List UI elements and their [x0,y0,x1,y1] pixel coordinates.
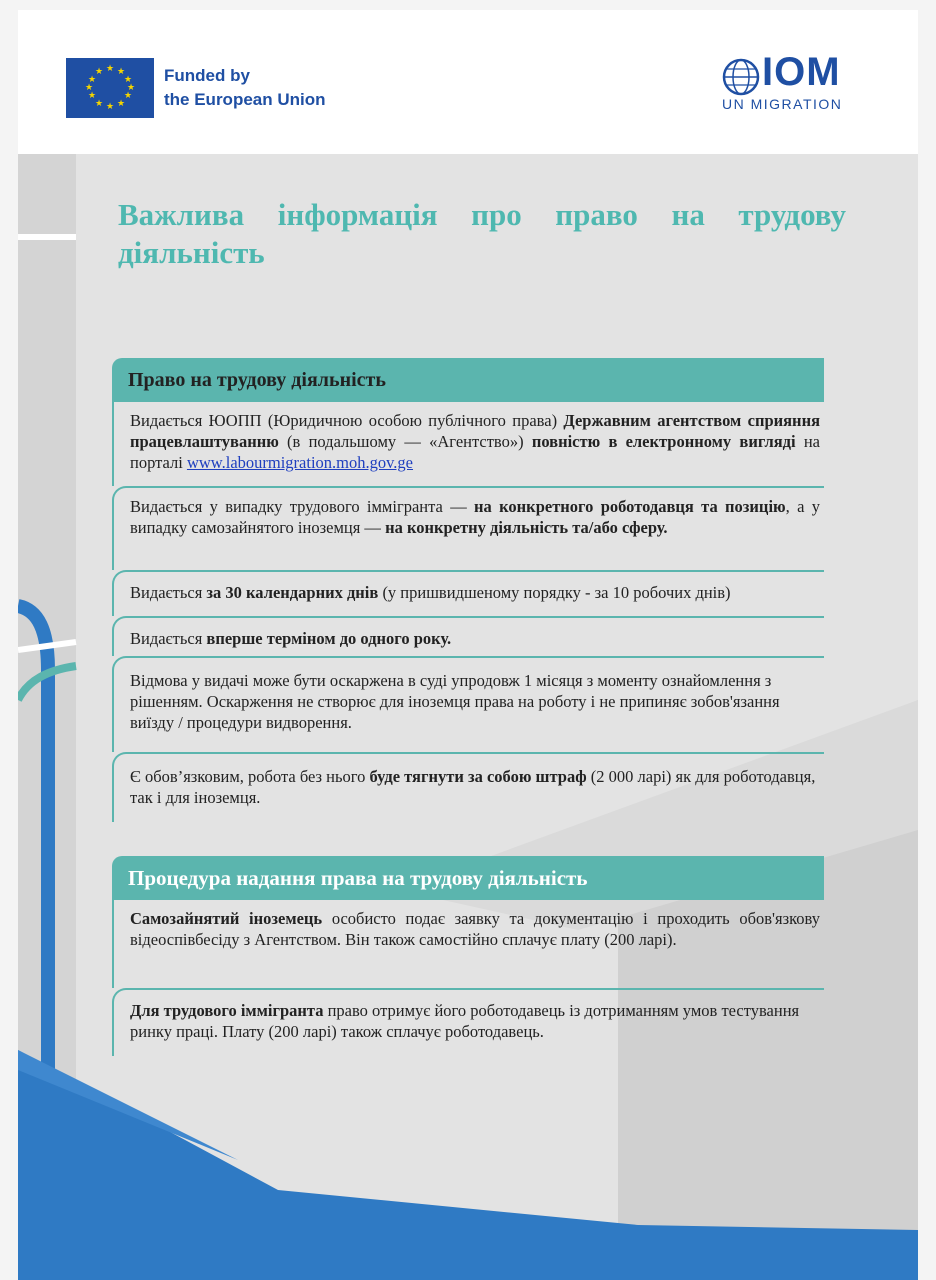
un-globe-icon [722,58,760,96]
page-title: Важлива інформація про право на трудову діяльність [118,197,846,270]
eu-flag-logo: ★ ★ ★ ★ ★ ★ ★ ★ ★ ★ ★ ★ [66,58,154,118]
info-item-self-employed: Самозайнятий іноземець особисто подає заявку та документацію і проходить обов'язкову відеоспівбесіду з Агентством. Він також самостійно сплачує плату (200 ларі). [112,900,824,988]
info-item-term: Видається вперше терміном до одного року. [112,616,824,656]
info-item-labor-immigrant: Для трудового іммігранта право отримує його роботодавець із дотриманням умов тестування ринку праці. Плату (200 ларі) також сплачує роботодавець. [112,988,824,1056]
info-item-scope: Видається у випадку трудового іммігранта — на конкретного роботодавця та позицію, а у випадку самозайнятого іноземця — на конкретну діяльність та/або сферу. [112,486,824,570]
section-heading-right-to-work: Право на трудову діяльність [112,358,824,402]
flyer-page [18,10,918,1280]
info-item-appeal: Відмова у видачі може бути оскаржена в суді упродовж 1 місяця з моменту ознайомлення з рішенням. Оскарження не створює для іноземця права на роботу і не припиняє зобов'язання виїзду / процедури видворення. [112,656,824,752]
iom-subtitle: UN MIGRATION [722,96,843,112]
header-bar [18,10,918,154]
portal-link[interactable]: www.labourmigration.moh.gov.ge [186,453,414,472]
section-heading-procedure: Процедура надання права на трудову діяльність [112,856,824,900]
eu-funding-text [164,64,326,112]
eu-line-2: the European Union [164,90,326,109]
info-item-timing: Видається за 30 календарних днів (у пришвидшеному порядку - за 10 робочих днів) [112,570,824,616]
iom-wordmark: IOM [762,50,841,94]
iom-logo [722,50,872,116]
eu-line-1: Funded by [164,66,250,85]
info-item-issuer: Видається ЮОПП (Юридичною особою публічного права) Державним агентством сприяння працевлаштуванню (в подальшому — «Агентство») повністю в електронному вигляді на порталі www.labourmigration.moh.gov.ge [112,402,824,486]
info-item-fine: Є обов’язковим, робота без нього буде тягнути за собою штраф (2 000 ларі) як для роботодавця, так і для іноземця. [112,752,824,822]
